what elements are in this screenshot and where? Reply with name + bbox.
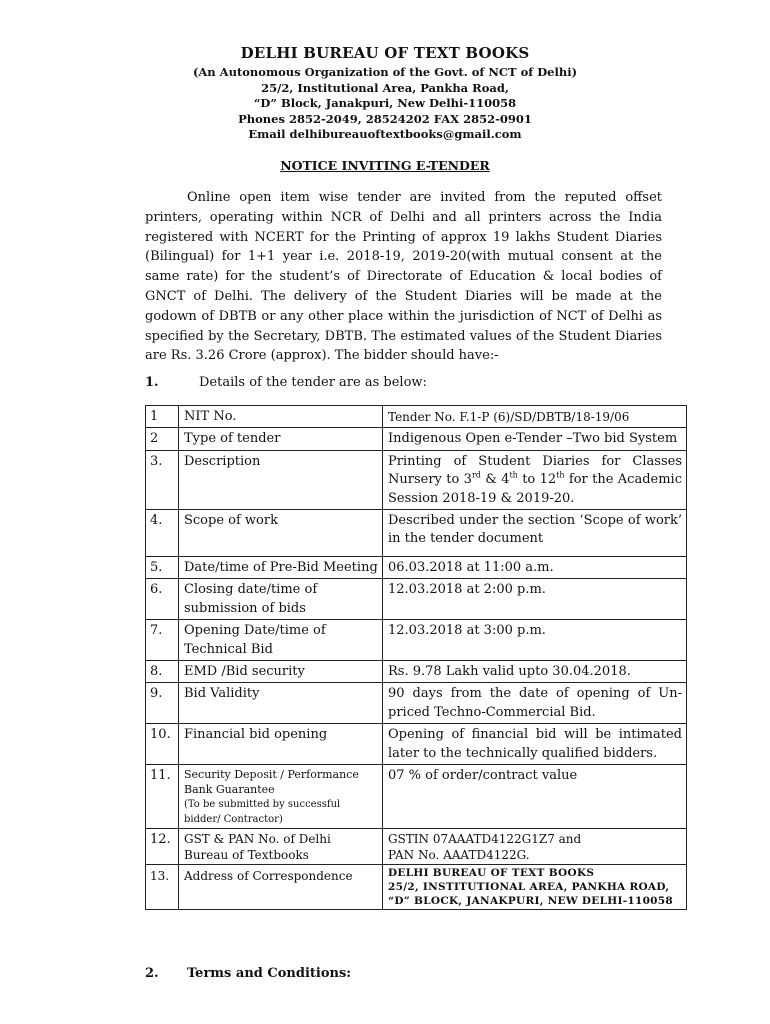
table-row <box>146 683 687 724</box>
row-item: Type of tender <box>179 428 383 450</box>
ordinal-suffix: th <box>509 470 518 480</box>
intro-paragraph <box>145 188 662 366</box>
row-item <box>179 829 383 865</box>
phone-fax-line: Phones 2852-2049, 28524202 FAX 2852-0901 <box>238 111 532 126</box>
address-line-1: 25/2, Institutional Area, Pankha Road, <box>261 80 509 95</box>
address-line-2: “D” Block, Janakpuri, New Delhi-110058 <box>253 96 517 110</box>
table-row <box>146 829 687 865</box>
table-row <box>146 428 687 450</box>
row-number: 9. <box>146 683 179 724</box>
row-number: 7. <box>146 620 179 661</box>
row-item: Financial bid opening <box>179 724 383 765</box>
table-row <box>146 620 687 661</box>
address-line: DELHI BUREAU OF TEXT BOOKS <box>388 867 595 880</box>
organization-title: DELHI BUREAU OF TEXT BOOKS <box>240 44 530 62</box>
pan-text: PAN No. AAATD4122G. <box>388 848 530 863</box>
row-detail: 90 days from the date of opening of Un-priced Techno-Commercial Bid. <box>383 683 687 724</box>
row-item: NIT No. <box>179 406 383 428</box>
row-number: 5. <box>146 557 179 579</box>
table-row <box>146 557 687 579</box>
ordinal-suffix: rd <box>471 470 481 480</box>
row-item: Opening Date/time of Technical Bid <box>179 620 383 661</box>
row-detail: 06.03.2018 at 11:00 a.m. <box>383 557 687 579</box>
table-row <box>146 765 687 829</box>
row-detail <box>383 829 687 865</box>
table-row <box>146 450 687 509</box>
detail-text: Printing of Student Diaries for Classes Nursery to 3 <box>388 453 682 488</box>
row-detail <box>383 865 687 910</box>
row-detail: 07 % of order/contract value <box>383 765 687 829</box>
detail-text: to 12 <box>517 472 557 488</box>
table-row <box>146 579 687 620</box>
organization-subtitle: (An Autonomous Organization of the Govt. of NCT of Delhi) <box>192 65 578 79</box>
row-number: 1 <box>146 406 179 428</box>
ordinal-suffix: th <box>556 470 565 480</box>
row-detail: 12.03.2018 at 3:00 p.m. <box>383 620 687 661</box>
row-number: 11. <box>146 765 179 829</box>
address-line: “D” BLOCK, JANAKPURI, NEW DELHI-110058 <box>388 895 673 908</box>
row-item: Description <box>179 450 383 509</box>
table-row <box>146 510 687 557</box>
section-2-number: 2. <box>145 966 159 981</box>
address-line: 25/2, INSTITUTIONAL AREA, PANKHA ROAD, <box>388 881 670 894</box>
notice-title: NOTICE INVITING E-TENDER <box>280 158 490 173</box>
row-number: 10. <box>146 724 179 765</box>
row-item-text: GST & PAN No. of Delhi Bureau of Textbooks <box>184 832 331 863</box>
detail-text: & 4 <box>480 472 510 488</box>
row-item <box>179 765 383 829</box>
row-detail: Rs. 9.78 Lakh valid upto 30.04.2018. <box>383 661 687 683</box>
row-item-note: (To be submitted by successful bidder/ Contractor) <box>184 799 341 826</box>
row-number: 13. <box>146 865 179 910</box>
intro-paragraph-text: Online open item wise tender are invited from the reputed offset printers, operating within NCR of Delhi and all printers across the India registered with NCERT for the Printing of approx 19 lakhs Student Diaries (Bilingual) for 1+1 year i.e. 2018-19, 2019-20(with mutual consent at the same rate) for the student’s of Directorate of Education & local bodies of GNCT of Delhi. The delivery of the Student Diaries will be made at the godown of DBTB or any other place within the jurisdiction of NCT of Delhi as specified by the Secretary, DBTB. The estimated values of the Student Diaries are Rs. 3.26 Crore (approx). The bidder should have:- <box>145 190 662 364</box>
row-detail: 12.03.2018 at 2:00 p.m. <box>383 579 687 620</box>
row-item: Address of Correspondence <box>179 865 383 910</box>
row-detail: Described under the section ‘Scope of work’ in the tender document <box>383 510 687 557</box>
tender-details-table <box>145 405 687 910</box>
row-detail: Indigenous Open e-Tender –Two bid System <box>383 428 687 450</box>
row-detail: Tender No. F.1-P (6)/SD/DBTB/18-19/06 <box>383 406 687 428</box>
section-2-heading: Terms and Conditions: <box>187 966 352 981</box>
row-detail <box>383 450 687 509</box>
row-number: 12. <box>146 829 179 865</box>
row-number: 4. <box>146 510 179 557</box>
row-number: 2 <box>146 428 179 450</box>
table-row <box>146 865 687 910</box>
row-detail: Opening of financial bid will be intimated later to the technically qualified bidders. <box>383 724 687 765</box>
row-number: 6. <box>146 579 179 620</box>
table-row <box>146 661 687 683</box>
row-item: Scope of work <box>179 510 383 557</box>
table-row <box>146 406 687 428</box>
gstin-text: GSTIN 07AAATD4122G1Z7 and <box>388 832 582 847</box>
section-1-number: 1. <box>145 375 159 390</box>
row-item: Bid Validity <box>179 683 383 724</box>
email-line: Email delhibureauoftextbooks@gmail.com <box>248 127 522 141</box>
row-number: 3. <box>146 450 179 509</box>
row-item-text: Security Deposit / Performance Bank Guarantee <box>184 768 359 797</box>
row-item: Closing date/time of submission of bids <box>179 579 383 620</box>
detail-text: for the Academic Session 2018-19 & 2019-20. <box>388 472 682 506</box>
row-item: EMD /Bid security <box>179 661 383 683</box>
section-1-heading: Details of the tender are as below: <box>199 375 427 390</box>
row-number: 8. <box>146 661 179 683</box>
row-item: Date/time of Pre-Bid Meeting <box>179 557 383 579</box>
table-row <box>146 724 687 765</box>
